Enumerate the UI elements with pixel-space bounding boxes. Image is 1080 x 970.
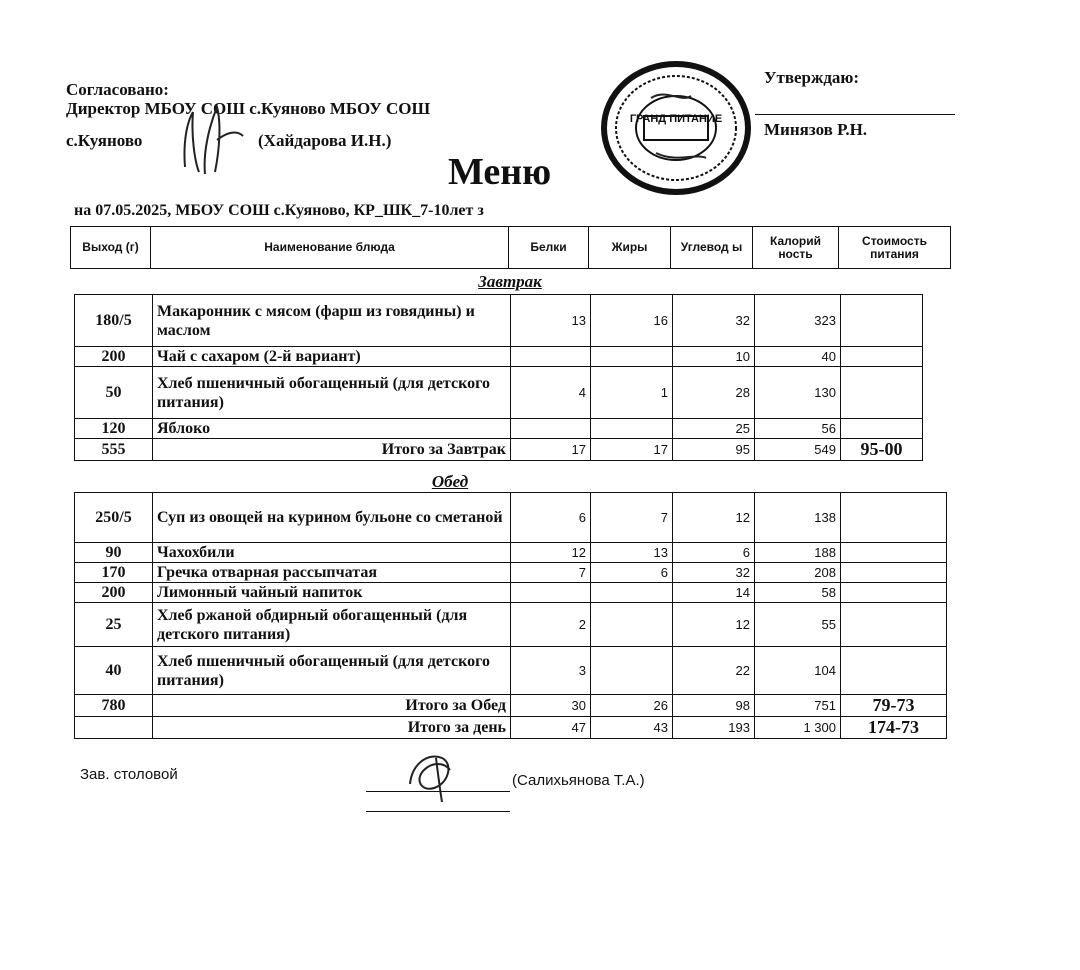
col-cost: Стоимость питания	[839, 227, 951, 269]
table-row	[75, 603, 947, 647]
dish-output: 200	[75, 347, 153, 367]
dish-fat	[591, 647, 673, 695]
footer-role: Зав. столовой	[80, 766, 178, 783]
dish-carbs: 14	[673, 583, 755, 603]
total-carbs: 95	[673, 439, 755, 461]
dish-fat: 1	[591, 367, 673, 419]
total-output: 780	[75, 695, 153, 717]
total-protein: 17	[511, 439, 591, 461]
dish-carbs: 12	[673, 493, 755, 543]
dish-cost	[841, 493, 947, 543]
day-total-row	[75, 717, 947, 739]
breakfast-table	[74, 294, 923, 461]
total-fat: 26	[591, 695, 673, 717]
dish-cost	[841, 295, 923, 347]
dish-protein: 6	[511, 493, 591, 543]
agreed-person: (Хайдарова И.Н.)	[258, 131, 392, 150]
dish-cost	[841, 367, 923, 419]
dish-protein	[511, 347, 591, 367]
dish-kcal: 56	[755, 419, 841, 439]
table-row	[75, 367, 923, 419]
section-lunch: Обед	[431, 472, 469, 491]
table-row	[75, 295, 923, 347]
stamp-text: ГРАНД ПИТАНИЕ	[629, 113, 723, 125]
day-total-carbs: 193	[673, 717, 755, 739]
day-total-label: Итого за день	[153, 717, 511, 739]
dish-fat	[591, 347, 673, 367]
total-cost: 95-00	[841, 439, 923, 461]
total-cost: 79-73	[841, 695, 947, 717]
total-fat: 17	[591, 439, 673, 461]
dish-kcal: 323	[755, 295, 841, 347]
day-total-protein: 47	[511, 717, 591, 739]
dish-cost	[841, 419, 923, 439]
dish-protein: 12	[511, 543, 591, 563]
col-output: Выход (г)	[71, 227, 151, 269]
dish-cost	[841, 647, 947, 695]
day-total-cost: 174-73	[841, 717, 947, 739]
dish-output: 120	[75, 419, 153, 439]
day-total-output	[75, 717, 153, 739]
dish-cost	[841, 583, 947, 603]
col-calories: Калорий ность	[753, 227, 839, 269]
dish-output: 90	[75, 543, 153, 563]
dish-carbs: 32	[673, 563, 755, 583]
dish-protein: 3	[511, 647, 591, 695]
total-kcal: 549	[755, 439, 841, 461]
dish-cost	[841, 543, 947, 563]
dish-output: 200	[75, 583, 153, 603]
dish-kcal: 55	[755, 603, 841, 647]
footer-second-line	[366, 811, 510, 812]
dish-kcal: 40	[755, 347, 841, 367]
col-dish-name: Наименование блюда	[151, 227, 509, 269]
dish-protein: 7	[511, 563, 591, 583]
dish-kcal: 104	[755, 647, 841, 695]
table-row	[75, 493, 947, 543]
dish-name: Яблоко	[153, 419, 511, 439]
dish-carbs: 28	[673, 367, 755, 419]
dish-protein	[511, 583, 591, 603]
agreed-line1: Директор МБОУ СОШ с.Куяново МБОУ СОШ	[66, 99, 431, 118]
table-row	[75, 647, 947, 695]
dish-kcal: 188	[755, 543, 841, 563]
footer-person: (Салихьянова Т.А.)	[512, 772, 645, 789]
head-signature	[398, 744, 468, 806]
dish-output: 40	[75, 647, 153, 695]
dish-carbs: 25	[673, 419, 755, 439]
page-title: Меню	[448, 151, 552, 193]
dish-fat: 7	[591, 493, 673, 543]
approve-signature-line	[755, 114, 955, 115]
table-row	[75, 347, 923, 367]
col-carbs: Углевод ы	[671, 227, 753, 269]
section-breakfast: Завтрак	[478, 272, 542, 291]
lunch-table	[74, 492, 947, 739]
dish-name: Лимонный чайный напиток	[153, 583, 511, 603]
agreed-line2: с.Куяново	[66, 131, 143, 150]
dish-kcal: 138	[755, 493, 841, 543]
director-signature	[165, 92, 255, 192]
dish-name: Хлеб пшеничный обогащенный (для детского питания)	[153, 367, 511, 419]
dish-fat	[591, 583, 673, 603]
col-fat: Жиры	[589, 227, 671, 269]
dish-cost	[841, 563, 947, 583]
table-row	[75, 583, 947, 603]
total-label: Итого за Обед	[153, 695, 511, 717]
dish-output: 250/5	[75, 493, 153, 543]
agreed-label: Согласовано:	[66, 80, 169, 99]
breakfast-total-row	[75, 439, 923, 461]
dish-cost	[841, 603, 947, 647]
col-protein: Белки	[509, 227, 589, 269]
table-row	[75, 563, 947, 583]
dish-name: Чай с сахаром (2-й вариант)	[153, 347, 511, 367]
dish-name: Макаронник с мясом (фарш из говядины) и маслом	[153, 295, 511, 347]
dish-output: 50	[75, 367, 153, 419]
total-label: Итого за Завтрак	[153, 439, 511, 461]
dish-fat: 6	[591, 563, 673, 583]
dish-protein: 4	[511, 367, 591, 419]
dish-fat: 13	[591, 543, 673, 563]
total-carbs: 98	[673, 695, 755, 717]
dish-output: 180/5	[75, 295, 153, 347]
approve-label: Утверждаю:	[764, 68, 860, 87]
dish-output: 170	[75, 563, 153, 583]
dish-fat	[591, 419, 673, 439]
dish-protein: 13	[511, 295, 591, 347]
approve-person: Минязов Р.Н.	[764, 120, 868, 139]
dish-kcal: 58	[755, 583, 841, 603]
dish-protein	[511, 419, 591, 439]
table-row	[75, 543, 947, 563]
dish-output: 25	[75, 603, 153, 647]
dish-carbs: 32	[673, 295, 755, 347]
dish-carbs: 12	[673, 603, 755, 647]
table-row	[75, 419, 923, 439]
dish-name: Гречка отварная рассыпчатая	[153, 563, 511, 583]
dish-name: Хлеб пшеничный обогащенный (для детского питания)	[153, 647, 511, 695]
dish-protein: 2	[511, 603, 591, 647]
round-stamp	[596, 58, 756, 198]
dish-carbs: 6	[673, 543, 755, 563]
dish-name: Суп из овощей на курином бульоне со сметаной	[153, 493, 511, 543]
total-kcal: 751	[755, 695, 841, 717]
dish-fat: 16	[591, 295, 673, 347]
dish-kcal: 130	[755, 367, 841, 419]
dish-name: Чахохбили	[153, 543, 511, 563]
menu-header-table	[70, 226, 951, 269]
dish-kcal: 208	[755, 563, 841, 583]
dish-carbs: 22	[673, 647, 755, 695]
page-subtitle: на 07.05.2025, МБОУ СОШ с.Куяново, КР_ШК_7-10лет з	[74, 202, 484, 219]
dish-cost	[841, 347, 923, 367]
total-output: 555	[75, 439, 153, 461]
day-total-fat: 43	[591, 717, 673, 739]
day-total-kcal: 1 300	[755, 717, 841, 739]
dish-fat	[591, 603, 673, 647]
total-protein: 30	[511, 695, 591, 717]
lunch-total-row	[75, 695, 947, 717]
dish-name: Хлеб ржаной обдирный обогащенный (для детского питания)	[153, 603, 511, 647]
dish-carbs: 10	[673, 347, 755, 367]
